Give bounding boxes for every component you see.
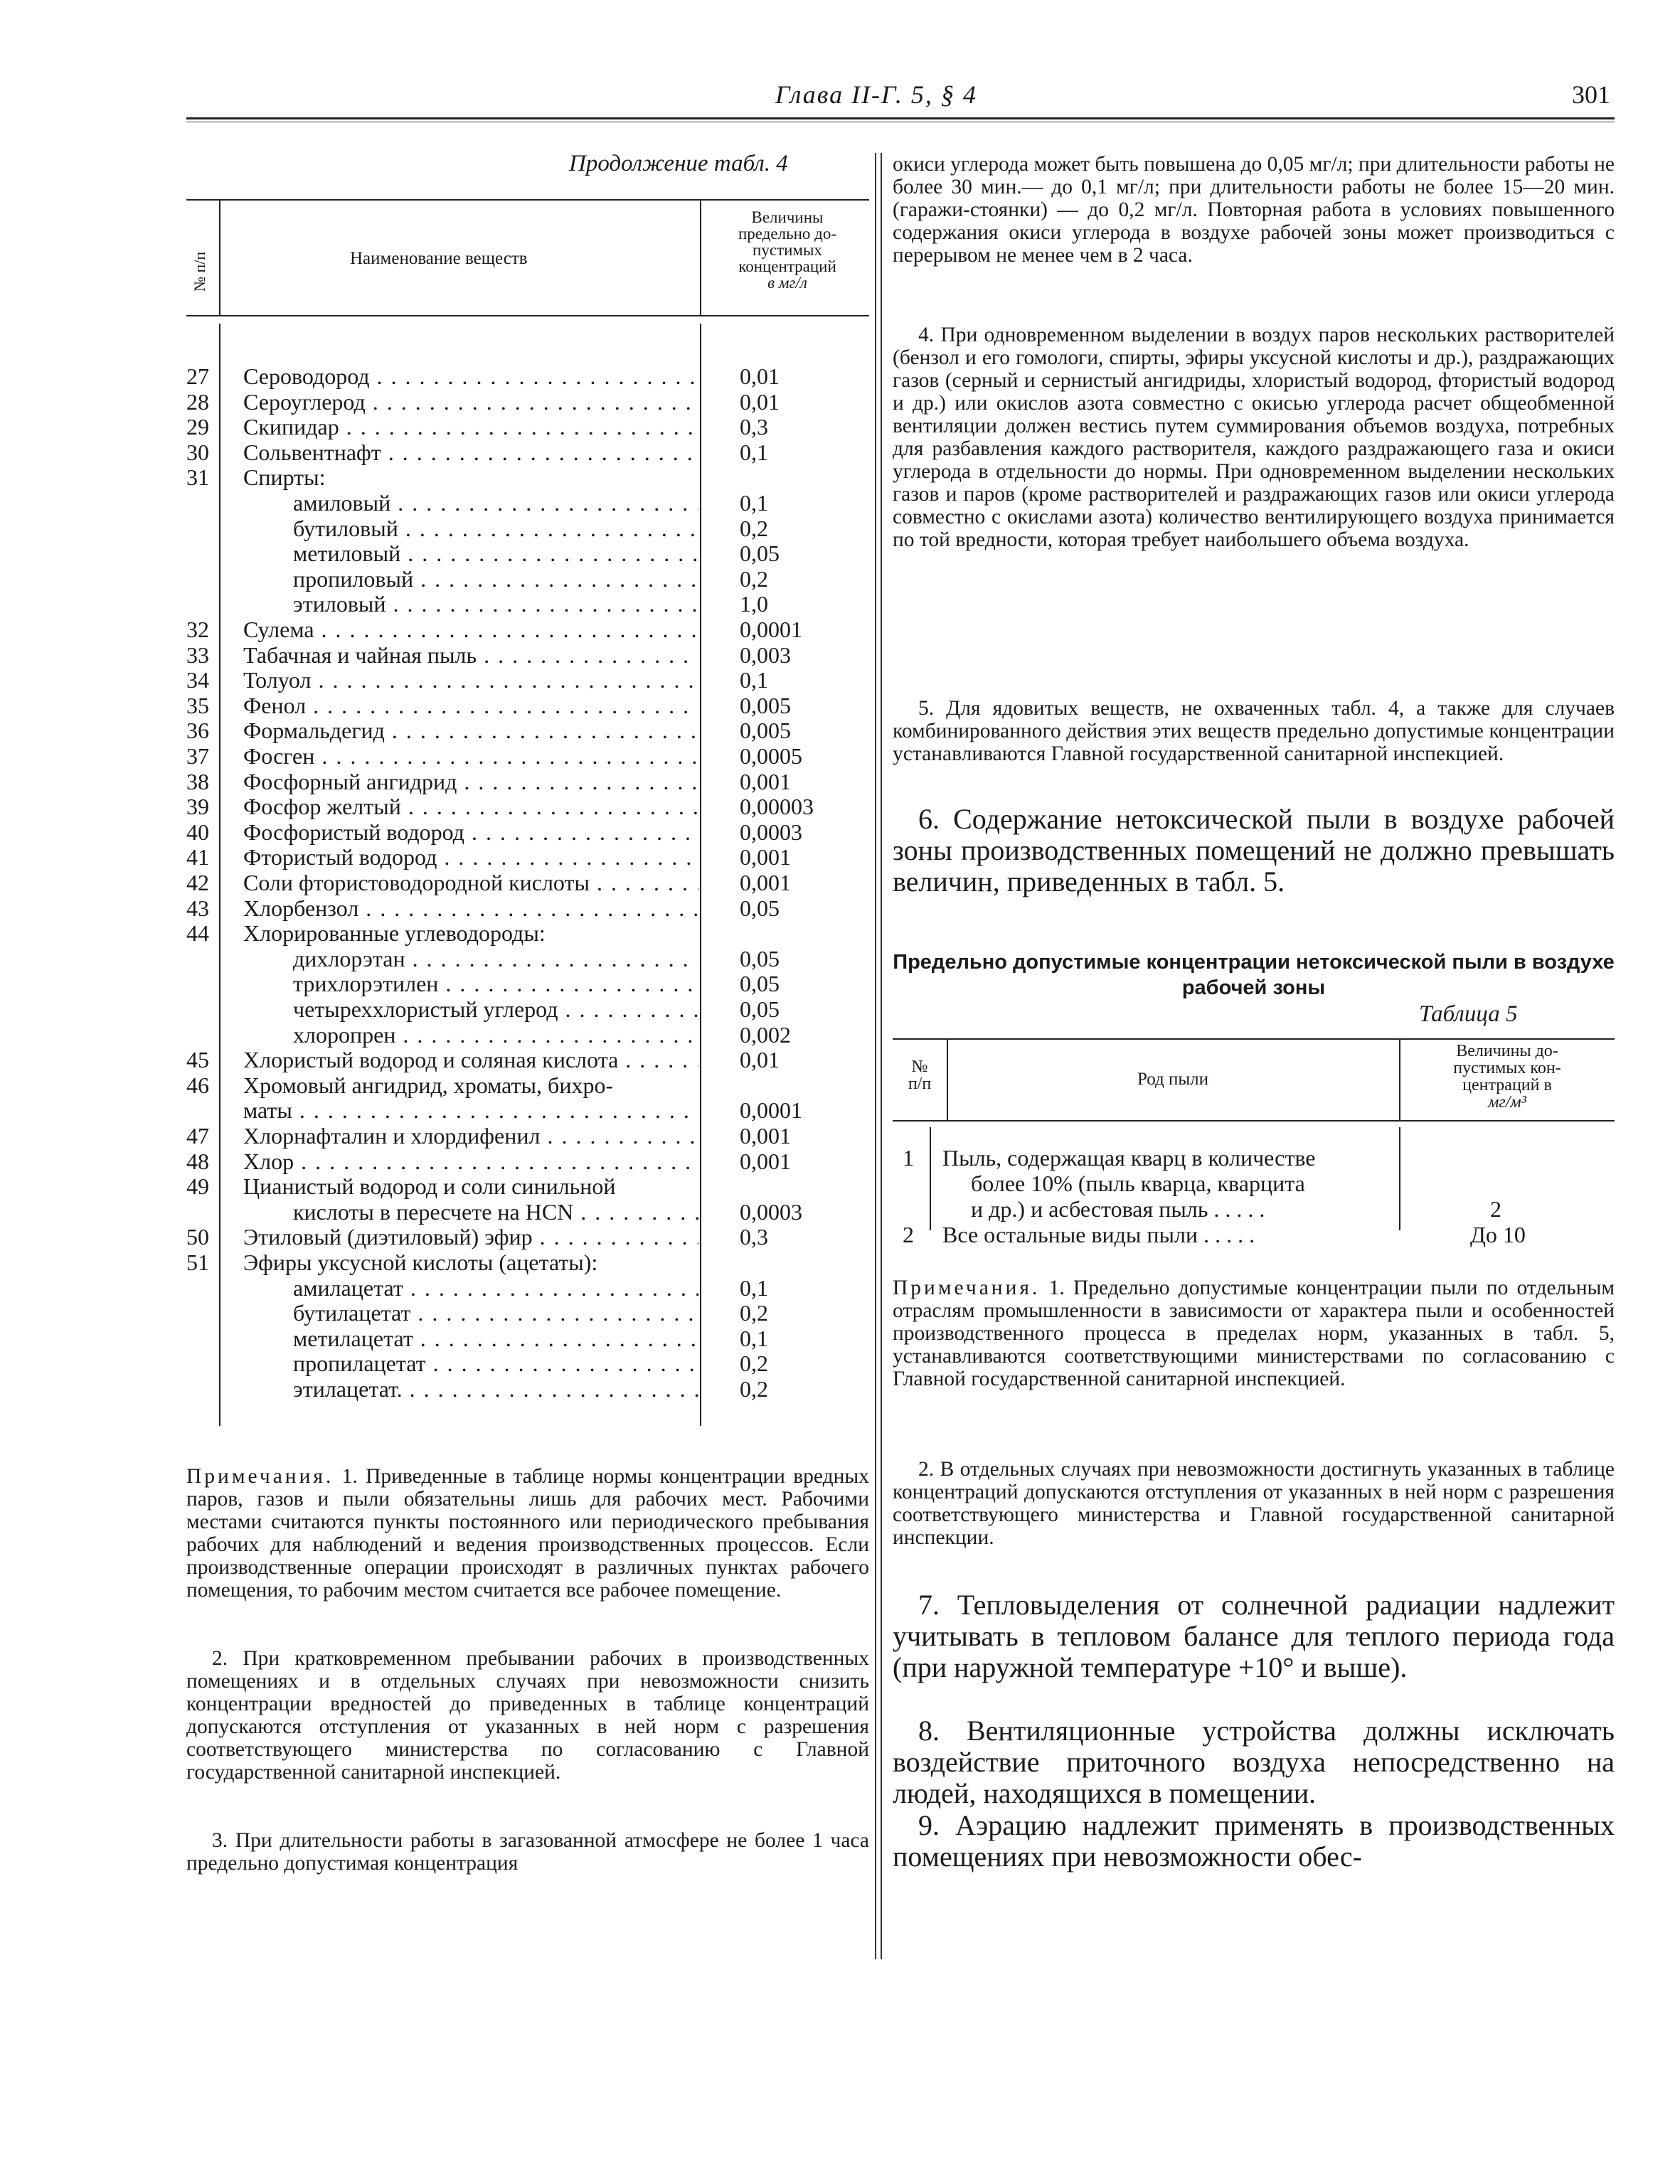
substance-name: Фосфорный ангидрид . . . xyxy=(243,769,698,794)
substance-name: Цианистый водород и соли синильной xyxy=(243,1174,616,1200)
t5-row1-name-3: и др.) и асбестовая пыль . . . . . xyxy=(971,1196,1265,1222)
concentration-value: 0,00003 xyxy=(740,794,814,820)
table-row xyxy=(186,820,869,845)
col-header-num: № п/п xyxy=(191,251,208,292)
concentration-value: 0,001 xyxy=(740,1148,791,1174)
table-row xyxy=(186,1250,869,1275)
table-row xyxy=(186,364,869,389)
row-number: 36 xyxy=(186,718,209,744)
table-row xyxy=(186,1276,869,1301)
substance-name: Фтористый водород . . . xyxy=(243,845,698,870)
substance-name: хлоропрен . . . xyxy=(293,1023,698,1048)
substance-name: Табачная и чайная пыль . . . xyxy=(243,643,698,668)
concentration-value: 0,01 xyxy=(740,388,780,415)
substance-name: бутиловый . . . xyxy=(293,516,698,541)
table-row xyxy=(186,1023,869,1048)
concentration-value: 0,3 xyxy=(740,1224,768,1250)
substance-name: кислоты в пересчете на HCN . . . xyxy=(293,1200,698,1225)
table-row xyxy=(186,947,869,971)
table-row xyxy=(186,567,869,592)
table-row xyxy=(186,1098,869,1123)
t5-col-name: Род пыли xyxy=(1137,1070,1209,1089)
substance-name: пропиловый . . . xyxy=(293,567,698,592)
concentration-value: 0,0001 xyxy=(740,617,802,642)
column-divider xyxy=(875,153,876,1959)
substance-name: Сероводород . . . xyxy=(243,364,698,389)
page-number: 301 xyxy=(1572,80,1610,109)
concentration-value: 0,1 xyxy=(740,439,768,465)
table5-title: Предельно допустимые концентрации нетоксической пыли в воздухе рабочей зоны xyxy=(893,951,1615,999)
substance-name: Хлорбензол . . . xyxy=(243,896,698,921)
substance-name: пропилацетат . . . xyxy=(293,1351,698,1376)
concentration-value: 0,1 xyxy=(740,667,768,693)
row-number: 39 xyxy=(186,794,209,820)
substance-name: Фосфористый водород . . . xyxy=(243,820,698,845)
row-number: 50 xyxy=(186,1224,209,1250)
concentration-value: 0,0003 xyxy=(740,1198,802,1225)
concentration-value: 0,1 xyxy=(740,490,768,516)
row-number: 30 xyxy=(186,439,209,465)
table-row xyxy=(186,997,869,1022)
t5-row2-num: 2 xyxy=(903,1222,914,1247)
clause-8: 8. Вентиляционные устройства должны исключать воздействие приточного воздуха непосредственно на людей, находящихся в помещении. xyxy=(893,1715,1615,1809)
table-row xyxy=(186,794,869,819)
substance-name: этилацетат. . . . xyxy=(293,1377,698,1402)
row-number: 44 xyxy=(186,920,209,947)
substance-name: Сулема . . . xyxy=(243,617,698,642)
table-row xyxy=(186,1073,869,1098)
concentration-value: 0,2 xyxy=(740,515,768,541)
table-row xyxy=(186,971,869,996)
clause-9: 9. Аэрацию надлежит применять в производственных помещениях при невозможности обес- xyxy=(893,1809,1615,1873)
row-number: 46 xyxy=(186,1072,209,1098)
table-row xyxy=(186,1174,869,1199)
row-number: 43 xyxy=(186,895,209,921)
col-header-value-line: Величины xyxy=(751,208,824,226)
clause-7: 7. Тепловыделения от солнечной радиации надлежит учитывать в тепловом балансе для теплого периода года (при наружной температуре +10° и выше). xyxy=(893,1589,1615,1683)
substance-name: Хлор . . . xyxy=(243,1149,698,1174)
table-row xyxy=(186,1048,869,1072)
t5-row1-name-2: более 10% (пыль кварца, кварцита xyxy=(971,1171,1305,1196)
substance-name: Фенол . . . xyxy=(243,693,698,718)
substance-name: дихлорэтан . . . xyxy=(293,947,698,971)
row-number: 35 xyxy=(186,692,209,718)
table-row xyxy=(186,1351,869,1376)
table-row xyxy=(186,415,869,440)
row-number: 38 xyxy=(186,768,209,794)
concentration-value: 0,001 xyxy=(740,870,791,895)
table-row xyxy=(186,1124,869,1149)
t5-col-value: Величины до- пустимых кон- центраций в мг/м³ xyxy=(1453,1042,1561,1112)
col-header-value-line: пустимых xyxy=(753,241,822,259)
table5-note-2: 2. В отдельных случаях при невозможности достигнуть указанных в таблице концентраций допускаются отступления от указанных в ней норм с разрешения соответствующего министерства и Главной государственной санитарной инспекции. xyxy=(893,1458,1615,1549)
row-number: 41 xyxy=(186,844,209,870)
concentration-value: 0,001 xyxy=(740,1123,791,1149)
table-row xyxy=(186,693,869,718)
substance-name: Сольвентнафт . . . xyxy=(243,440,698,465)
substance-name: Сероуглерод . . . xyxy=(243,390,698,415)
table-row xyxy=(186,440,869,465)
table4-continuation-label: Продолжение табл. 4 xyxy=(569,151,788,176)
t5-row1-value: 2 xyxy=(1490,1196,1501,1222)
substance-name: метиловый . . . xyxy=(293,541,698,566)
substance-name: Этиловый (диэтиловый) эфир . . . xyxy=(243,1225,698,1250)
t5-row1-name-1: Пыль, содержащая кварц в количестве xyxy=(942,1145,1316,1171)
concentration-value: 0,1 xyxy=(740,1274,768,1301)
table4-note-1: Примечания. 1. Приведенные в таблице нормы концентрации вредных паров, газов и пыли обязательны лишь для рабочих мест. Рабочими местами считаются пункты постоянного или периодического пребывания рабочих для наблюдений и ведения производственных процессов. Если производственные операции происходят в различных пунктах рабочего помещения, то рабочим местом считается все рабочее помещение. xyxy=(186,1465,870,1602)
table-row xyxy=(186,390,869,415)
row-number: 29 xyxy=(186,414,209,440)
concentration-value: 1,0 xyxy=(740,591,768,617)
substance-name: амиловый . . . xyxy=(293,491,698,516)
chapter-heading: Глава II-Г. 5, § 4 xyxy=(775,80,977,109)
table-row xyxy=(186,491,869,516)
col-header-value-line: предельно до- xyxy=(738,225,836,243)
col-header-name: Наименование веществ xyxy=(350,249,528,268)
row-number: 28 xyxy=(186,388,209,415)
table-row xyxy=(186,718,869,743)
col-header-value xyxy=(709,209,866,291)
substance-name: Фосфор желтый . . . xyxy=(243,794,698,819)
substance-name: Скипидар . . . xyxy=(243,415,698,440)
note-4: 4. При одновременном выделении в воздух паров нескольких растворителей (бензол и его гомологи, спирты, эфиры уксусной кислоты и др.), раздражающих газов (серный и сернистый ангидриды, хлористый водород, фтористый водород и др.) или окислов азота совместно с окисью углерода расчет общеобменной вентиляции должен вестись путем суммирования объемов воздуха, потребных для разбавления каждого растворителя, каждого раздражающего газа и окиси углерода в отдельности до нормы. При одновременном выделении нескольких газов и паров (кроме растворителей и раздражающих газов или окиси углерода совместно с окислами азота) количество вентилирующего воздуха принимается по той вредности, которая требует наибольшего объема воздуха. xyxy=(893,324,1615,551)
row-number: 33 xyxy=(186,641,209,668)
col-header-value-line: в мг/л xyxy=(767,274,807,292)
note-5: 5. Для ядовитых веществ, не охваченных табл. 4, а также для случаев комбинированного действия этих веществ предельно допустимые концентрации устанавливаются Главной государственной санитарной инспекцией. xyxy=(893,697,1615,765)
concentration-value: 0,0005 xyxy=(740,743,802,769)
substance-name: Толуол . . . xyxy=(243,668,698,693)
t5-row1-num: 1 xyxy=(903,1145,914,1171)
substance-name: Хлористый водород и соляная кислота . . . xyxy=(243,1048,698,1072)
substance-name: бутилацетат . . . xyxy=(293,1301,698,1326)
t5-col-num: № п/п xyxy=(908,1058,932,1093)
table-row xyxy=(186,1225,869,1250)
substance-name: трихлорэтилен . . . xyxy=(293,971,698,996)
table-row xyxy=(186,643,869,668)
table5 xyxy=(893,1038,1615,1259)
substance-name: Эфиры уксусной кислоты (ацетаты): xyxy=(243,1250,598,1275)
concentration-value: 0,2 xyxy=(740,565,768,592)
row-number: 32 xyxy=(186,617,209,642)
table-row xyxy=(186,1377,869,1402)
note3-continuation: окиси углерода может быть повышена до 0,05 мг/л; при длительности работы не более 30 мин.— до 0,1 мг/л; при длительности работы не более 15—20 мин. (гаражи-стоянки) — до 0,2 мг/л. Повторная работа в условиях повышенного содержания окиси углерода в воздухе рабочей зоны может производиться с перерывом не менее чем в 2 часа. xyxy=(893,153,1615,267)
concentration-value: 0,1 xyxy=(740,1325,768,1351)
table-row xyxy=(186,870,869,895)
table-row xyxy=(186,617,869,642)
row-number: 37 xyxy=(186,743,209,769)
substance-name: Хромовый ангидрид, хроматы, бихро- xyxy=(243,1072,614,1098)
row-number: 27 xyxy=(186,363,209,389)
row-number: 31 xyxy=(186,464,209,491)
concentration-value: 0,2 xyxy=(740,1351,768,1377)
row-number: 40 xyxy=(186,819,209,845)
table-row xyxy=(186,921,869,946)
table-row xyxy=(186,744,869,769)
table-row xyxy=(186,668,869,693)
table4-note-3: 3. При длительности работы в загазованной атмосфере не более 1 часа предельно допустимая концентрация xyxy=(186,1829,869,1875)
substance-name: Хлорнафталин и хлордифенил . . . xyxy=(243,1124,698,1149)
concentration-value: 0,2 xyxy=(740,1376,768,1402)
concentration-value: 0,2 xyxy=(740,1300,768,1326)
t5-row2-value: До 10 xyxy=(1470,1222,1526,1247)
t5-row2-name: Все остальные виды пыли . . . . . xyxy=(942,1222,1255,1247)
substance-name: Соли фтористоводородной кислоты . . . xyxy=(243,870,698,895)
concentration-value: 0,0001 xyxy=(740,1097,802,1124)
table-row xyxy=(186,465,869,490)
table-row xyxy=(186,769,869,794)
concentration-value: 0,001 xyxy=(740,844,791,870)
substance-name: Формальдегид . . . xyxy=(243,718,698,743)
concentration-value: 0,005 xyxy=(740,718,791,744)
table-row xyxy=(186,516,869,541)
table-row xyxy=(186,845,869,870)
concentration-value: 0,01 xyxy=(740,363,780,389)
concentration-value: 0,003 xyxy=(740,641,791,668)
table-row xyxy=(186,541,869,566)
concentration-value: 0,05 xyxy=(740,540,780,567)
concentration-value: 0,05 xyxy=(740,945,780,971)
substance-name: Спирты: xyxy=(243,465,326,491)
substance-name: маты . . . xyxy=(243,1098,698,1123)
row-number: 51 xyxy=(186,1250,209,1275)
table5-label: Таблица 5 xyxy=(1419,1001,1518,1027)
row-number: 49 xyxy=(186,1173,209,1200)
row-number: 47 xyxy=(186,1123,209,1149)
concentration-value: 0,3 xyxy=(740,414,768,440)
header-rule xyxy=(186,117,1615,119)
concentration-value: 0,05 xyxy=(740,971,780,997)
substance-name: этиловый . . . xyxy=(293,592,698,617)
table5-note-1: Примечания. 1. Предельно допустимые концентрации пыли по отдельным отраслям промышленности в зависимости от характера пыли и особенностей производственного процесса в пределах норм, указанных в табл. 5, устанавливаются соответствующими министерствами по согласованию с Главной государственной санитарной инспекцией. xyxy=(893,1277,1615,1390)
table-row xyxy=(186,1149,869,1174)
concentration-value: 0,05 xyxy=(740,895,780,921)
concentration-value: 0,005 xyxy=(740,692,791,718)
table-row xyxy=(186,592,869,617)
substance-name: четыреххлористый углерод . . . xyxy=(293,997,698,1022)
concentration-value: 0,05 xyxy=(740,996,780,1022)
row-number: 34 xyxy=(186,667,209,693)
concentration-value: 0,001 xyxy=(740,768,791,794)
substance-name: Фосген . . . xyxy=(243,744,698,769)
column-divider xyxy=(881,153,882,1959)
col-header-value-line: концентраций xyxy=(738,257,836,275)
table-row xyxy=(186,896,869,921)
row-number: 45 xyxy=(186,1047,209,1073)
table4 xyxy=(186,199,869,1426)
concentration-value: 0,002 xyxy=(740,1021,791,1048)
row-number: 48 xyxy=(186,1148,209,1174)
clause-6: 6. Содержание нетоксической пыли в воздухе рабочей зоны производственных помещений не должно превышать величин, приведенных в табл. 5. xyxy=(893,803,1615,897)
concentration-value: 0,01 xyxy=(740,1047,780,1073)
row-number: 42 xyxy=(186,870,209,895)
table-row xyxy=(186,1200,869,1225)
table-row xyxy=(186,1326,869,1351)
substance-name: амилацетат . . . xyxy=(293,1276,698,1301)
substance-name: метилацетат . . . xyxy=(293,1326,698,1351)
table-row xyxy=(186,1301,869,1326)
table4-note-2: 2. При кратковременном пребывании рабочих в производственных помещениях и в отдельных случаях при невозможности снизить концентрации вредностей до приведенных в таблице концентраций допускаются отступления от указанных в ней норм с разрешения соответствующего министерства по согласованию с Главной государственной санитарной инспекцией. xyxy=(186,1647,869,1784)
concentration-value: 0,0003 xyxy=(740,819,802,845)
substance-name: Хлорированные углеводороды: xyxy=(243,921,546,947)
